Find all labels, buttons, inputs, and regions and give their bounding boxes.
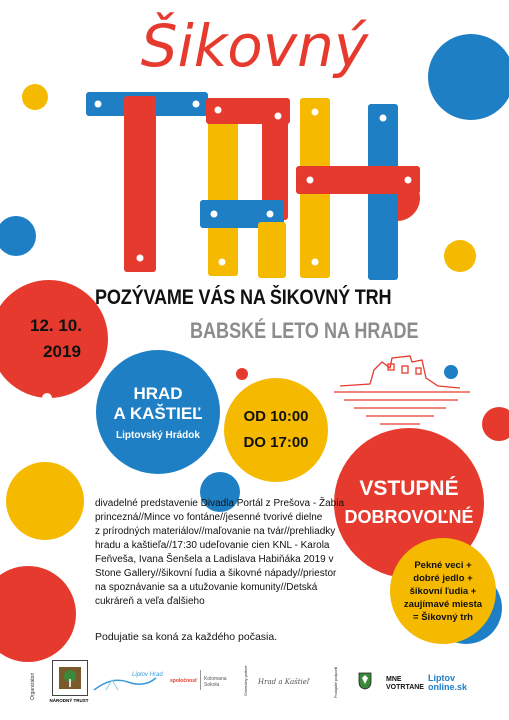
logo-text: MNE VOTRTANE: [386, 676, 424, 691]
decor-circle-bottom-red: [0, 566, 76, 662]
date-badge: [0, 280, 108, 398]
description-line: hradu a kaštieľa//17:30 udeľovanie cien KNL - Karola: [95, 540, 330, 551]
date-year: 2019: [43, 342, 81, 361]
description-line: cukráreň a veľa ďalšieho: [95, 596, 205, 607]
castle-illustration: [330, 348, 480, 438]
logo-text: Liptov Hrad: [132, 672, 163, 678]
time-from: OD 10:00: [243, 408, 309, 425]
general-partner-label: Generálny partner: [244, 665, 248, 696]
logo-divider: [200, 670, 201, 690]
time-badge: [224, 378, 328, 482]
description-line: Feňveša, Ivana Šenšela a Ladislava Habiňáka 2019 v: [95, 554, 334, 565]
logo-text: Liptov online.sk: [428, 673, 468, 692]
sponsors-bar: [0, 656, 509, 720]
with-support-label: Podujatie podporili: [334, 666, 338, 698]
tree-icon: [59, 667, 81, 689]
headline: POZÝVAME VÁS NA ŠIKOVNÝ TRH: [95, 286, 392, 309]
weather-note: Podujatie sa koná za každého počasia.: [95, 631, 278, 643]
equation-line: dobré jedlo +: [413, 572, 473, 584]
logo-text: Hrad a Kaštieľ: [258, 678, 310, 686]
description-line: z prírodných materiálov//maľovanie na tvár//prehliadky: [95, 526, 336, 537]
description-line: Stone Gallery//šikovní ľudia a šikovné nápady//priestor: [95, 568, 337, 579]
letter-r: [200, 98, 290, 278]
time-to: DO 17:00: [243, 434, 309, 451]
decor-circle-bottom-yellow: [6, 462, 84, 540]
description-line: divadelné predstavenie Divadla Portál z Prešova - Žabia: [95, 498, 345, 509]
equation-line: šikovní ľudia +: [409, 585, 477, 597]
event-title: Šikovný: [140, 12, 369, 80]
logo-text: spoločnosť: [170, 678, 198, 684]
logo-text: NÁRODNÝ TRUST: [49, 698, 89, 703]
equation-line: Pekné veci +: [414, 559, 472, 571]
decor-circle-small-red: [236, 368, 248, 380]
venue-badge: [96, 350, 220, 474]
equation-line: zaujímavé miesta: [403, 598, 483, 610]
letter-t: [86, 92, 208, 272]
subheadline: BABSKÉ LETO NA HRADE: [190, 318, 419, 343]
decor-circle-mid-red: [482, 407, 509, 441]
admission-line2: DOBROVOĽNÉ: [344, 507, 474, 527]
admission-dot: [476, 440, 484, 448]
trh-big-letters: [0, 0, 509, 290]
date-day: 12. 10.: [30, 316, 82, 335]
venue-place: Liptovský Hrádok: [116, 429, 200, 441]
coat-of-arms-icon: [358, 672, 372, 690]
equation-badge: [390, 538, 496, 644]
logo-narodny-trust: [52, 660, 88, 696]
description-line: na spoznávanie sa a utužovanie komunity//Detská: [95, 582, 318, 593]
admission-line1: VSTUPNÉ: [359, 477, 459, 500]
venue-line2: A KAŠTIEĽ: [113, 403, 203, 423]
letter-h: [296, 98, 420, 280]
program-description: [95, 497, 345, 609]
equation-line: = Šikovný trh: [413, 611, 473, 623]
organizers-label: Organizátori: [30, 672, 36, 700]
venue-line1: HRAD: [133, 383, 183, 403]
date-badge-dot: [42, 393, 52, 403]
logo-text: Kolomana Sokola: [204, 676, 227, 688]
description-line: princezná//Mince vo fontáne//jesenné tvorivé dielne: [95, 512, 323, 523]
